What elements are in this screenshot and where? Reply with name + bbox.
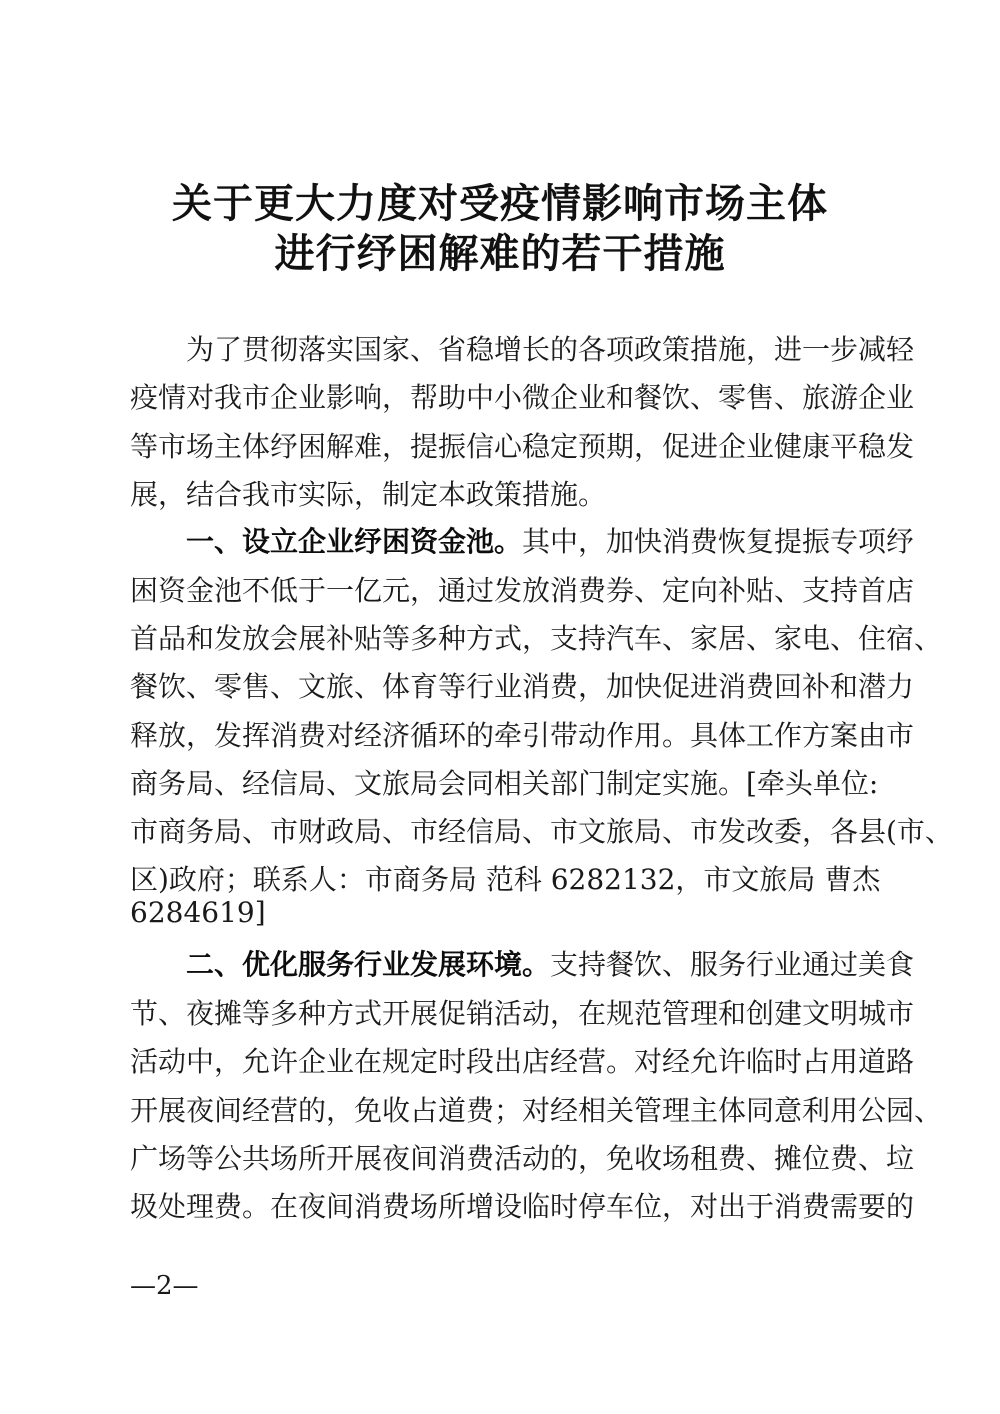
section-2-line: 活动中，允许企业在规定时段出店经营。对经允许临时占用道路 [130,1045,915,1078]
section-1-line: 6284619] [130,896,266,929]
section-1-line: 市商务局、市财政局、市经信局、市文旅局、市发改委，各县(市、 [130,815,953,848]
section-2-first-line-text: 支持餐饮、服务行业通过美食 [550,948,915,981]
section-2-line: 广场等公共场所开展夜间消费活动的，免收场租费、摊位费、垃 [130,1142,915,1175]
section-1-line: 释放，发挥消费对经济循环的牵引带动作用。具体工作方案由市 [130,719,915,752]
section-1-line: 餐饮、零售、文旅、体育等行业消费，加快促进消费回补和潜力 [130,670,915,703]
intro-line: 展，结合我市实际，制定本政策措施。 [130,478,607,511]
intro-line: 疫情对我市企业影响，帮助中小微企业和餐饮、零售、旅游企业 [130,381,915,414]
section-1-line: 区)政府；联系人：市商务局 范科 6282132，市文旅局 曹杰 [130,863,881,896]
document-title-line-1: 关于更大力度对受疫情影响市场主体 [172,180,828,227]
intro-line: 为了贯彻落实国家、省稳增长的各项政策措施，进一步减轻 [186,333,915,366]
section-1-first-line-text: 其中，加快消费恢复提振专项纾 [522,525,915,558]
section-2-line: 圾处理费。在夜间消费场所增设临时停车位，对出于消费需要的 [130,1190,915,1223]
section-2-first-line [186,945,915,985]
section-1-line: 困资金池不低于一亿元，通过发放消费券、定向补贴、支持首店 [130,574,915,607]
section-2-heading: 二、优化服务行业发展环境。 [186,948,551,981]
section-1-line: 首品和发放会展补贴等多种方式，支持汽车、家居、家电、住宿、 [130,622,943,655]
section-1-line: 商务局、经信局、文旅局会同相关部门制定实施。[牵头单位: [130,767,879,800]
section-1-first-line [186,522,915,562]
document-title-line-2: 进行纾困解难的若干措施 [274,230,726,277]
page-number: —2— [130,1271,199,1301]
section-2-line: 开展夜间经营的，免收占道费；对经相关管理主体同意利用公园、 [130,1094,943,1127]
section-2-line: 节、夜摊等多种方式开展促销活动，在规范管理和创建文明城市 [130,997,915,1030]
section-1-heading: 一、设立企业纾困资金池。 [186,525,523,558]
intro-line: 等市场主体纾困解难，提振信心稳定预期，促进企业健康平稳发 [130,430,915,463]
